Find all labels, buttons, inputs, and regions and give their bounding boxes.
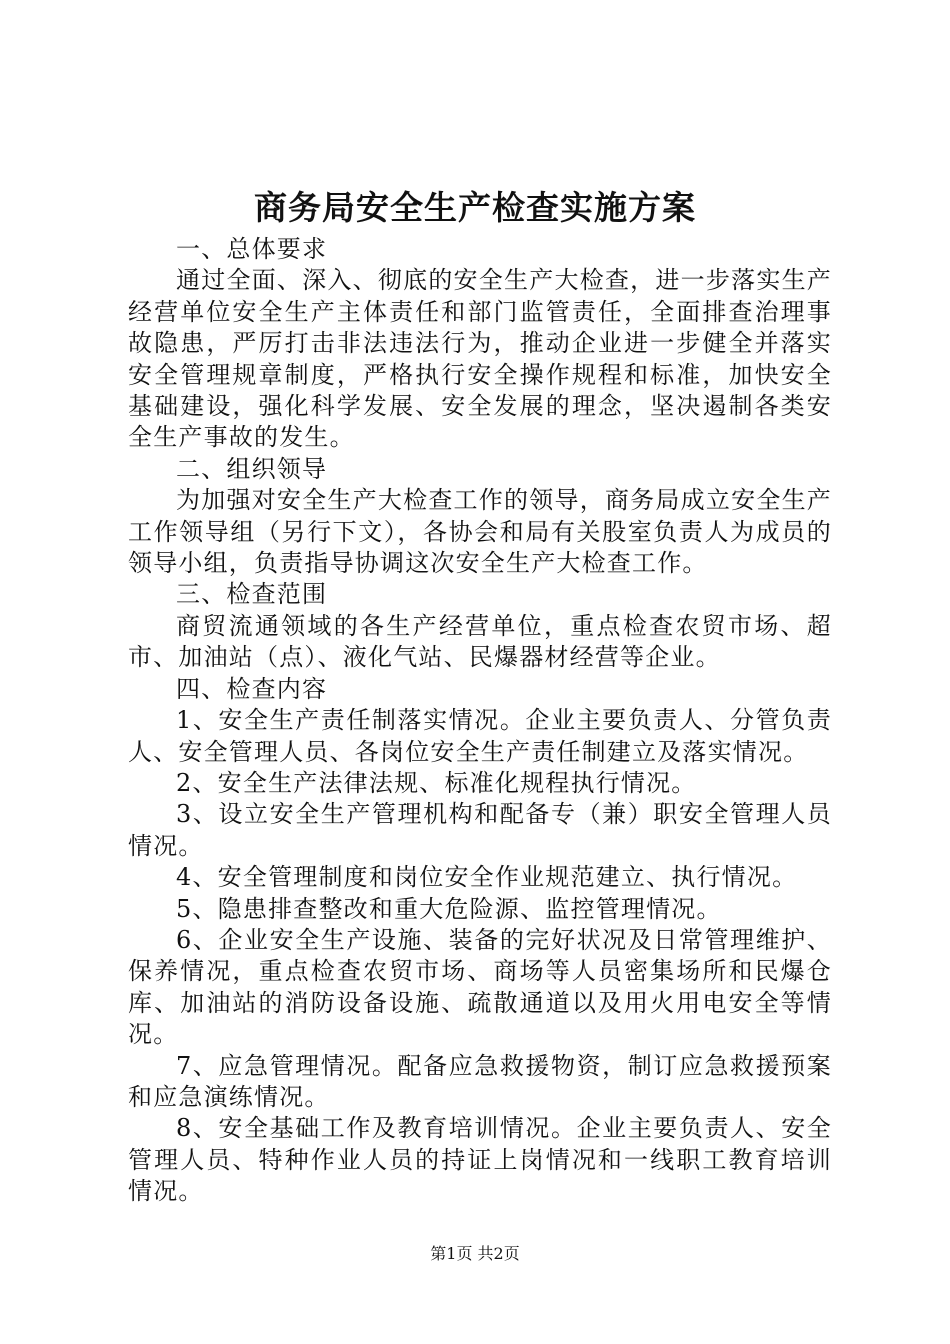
section-heading-scope: 三、检查范围 [176, 580, 328, 609]
list-item-5: 5、隐患排查整改和重大危险源、监控管理情况。 [176, 894, 722, 923]
document-body [128, 234, 832, 1208]
list-item-3: 3、设立安全生产管理机构和配备专（兼）职安全管理人员情况。 [128, 800, 832, 860]
section-heading-organization: 二、组织领导 [176, 454, 328, 483]
list-item-1: 1、安全生产责任制落实情况。企业主要负责人、分管负责人、安全管理人员、各岗位安全生产责任制建立及落实情况。 [128, 706, 832, 766]
paragraph-scope: 商贸流通领域的各生产经营单位，重点检查农贸市场、超市、加油站（点）、液化气站、民爆器材经营等企业。 [128, 611, 832, 672]
list-item-8: 8、安全基础工作及教育培训情况。企业主要负责人、安全管理人员、特种作业人员的持证上岗情况和一线职工教育培训情况。 [128, 1114, 832, 1206]
list-item-6: 6、企业安全生产设施、装备的完好状况及日常管理维护、保养情况，重点检查农贸市场、商场等人员密集场所和民爆仓库、加油站的消防设备设施、疏散通道以及用火用电安全等情况。 [128, 925, 832, 1049]
list-item-7: 7、应急管理情况。配备应急救援物资，制订应急救援预案和应急演练情况。 [128, 1051, 832, 1111]
section-heading-general-requirements: 一、总体要求 [176, 235, 328, 263]
document-title: 商务局安全生产检查实施方案 [254, 188, 696, 227]
paragraph-general-requirements: 通过全面、深入、彻底的安全生产大检查，进一步落实生产经营单位安全生产主体责任和部门监管责任，全面排查治理事故隐患，严厉打击非法违法行为，推动企业进一步健全并落实安全管理规章制度，严格执行安全操作规程和标准，加快安全基础建设，强化科学发展、安全发展的理念，坚决遏制各类安全生产事故的发生。 [128, 266, 832, 452]
section-heading-contents: 四、检查内容 [176, 674, 328, 703]
paragraph-organization: 为加强对安全生产大检查工作的领导，商务局成立安全生产工作领导组（另行下文），各协会和局有关股室负责人为成员的领导小组，负责指导协调这次安全生产大检查工作。 [128, 486, 832, 578]
list-item-2: 2、安全生产法律法规、标准化规程执行情况。 [176, 768, 697, 797]
page-footer: 第1页 共2页 [430, 1244, 520, 1263]
list-item-4: 4、安全管理制度和岗位安全作业规范建立、执行情况。 [176, 863, 798, 892]
